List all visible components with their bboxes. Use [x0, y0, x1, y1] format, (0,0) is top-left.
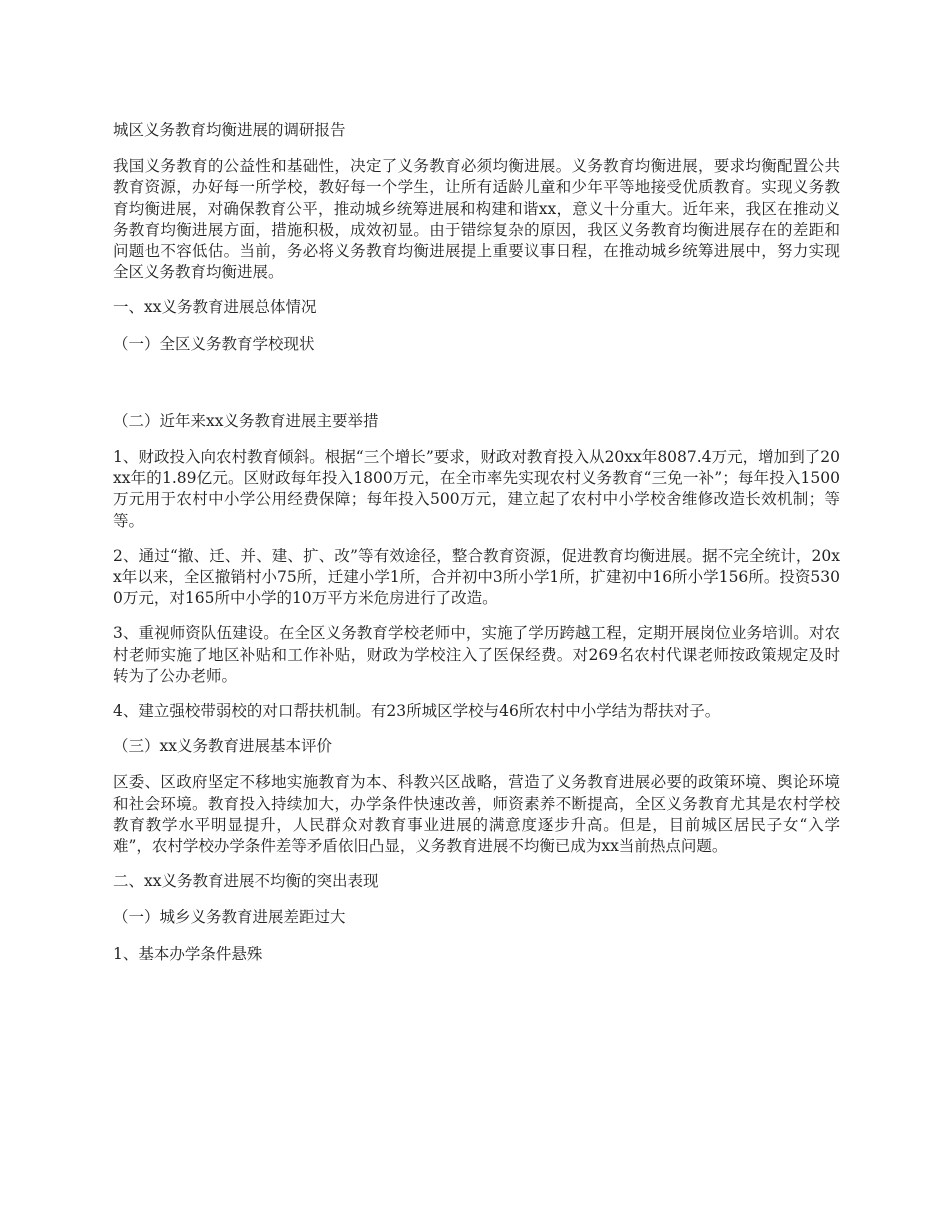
section1-sub3-heading: （三）xx义务教育进展基本评价 [113, 737, 332, 756]
section2-heading: 二、xx义务教育进展不均衡的突出表现 [113, 872, 379, 891]
measure-item-4: 4、建立强校带弱校的对口帮扶机制。有23所城区学校与46所农村中小学结为帮扶对子。 [113, 702, 721, 721]
measure-item-1: 1、财政投入向农村教育倾斜。根据“三个增长”要求，财政对教育投入从20xx年8087.4万元，增加到了20xx年的1.89亿元。区财政每年投入1800万元，在全市率先实现农村义务教育“三免一补”；每年投入1500万元用于农村中小学公用经费保障；每年投入500万元，建立起了农村中小学校舍维修改造长效机制；等等。 [113, 448, 840, 530]
section2-item-1: 1、基本办学条件悬殊 [113, 944, 263, 963]
blank-space [113, 370, 840, 411]
measure-item-2: 2、通过“撤、迁、并、建、扩、改”等有效途径，整合教育资源，促进教育均衡进展。据不完全统计，20xx年以来，全区撤销村小75所，迁建小学1所，合并初中3所小学1所，扩建初中16所小学156所。投资5300万元，对165所中小学的10万平方米危房进行了改造。 [113, 546, 840, 608]
measure-item-3: 3、重视师资队伍建设。在全区义务教育学校老师中，实施了学历跨越工程，定期开展岗位业务培训。对农村老师实施了地区补贴和工作补贴，财政为学校注入了医保经费。对269名农村代课老师按政策规定及时转为了公办老师。 [113, 624, 840, 685]
section1-heading: 一、xx义务教育进展总体情况 [113, 298, 317, 317]
section2-sub1-heading: （一）城乡义务教育进展差距过大 [113, 908, 346, 927]
document-title: 城区义务教育均衡进展的调研报告 [113, 121, 346, 139]
evaluation-paragraph: 区委、区政府坚定不移地实施教育为本、科教兴区战略，营造了义务教育进展必要的政策环境、舆论环境和社会环境。教育投入持续加大，办学条件快速改善，师资素养不断提高，全区义务教育尤其是农村学校教育教学水平明显提升，人民群众对教育事业进展的满意度逐步升高。但是，目前城区居民子女“入学难”，农村学校办学条件差等矛盾依旧凸显，义务教育进展不均衡已成为xx当前热点问题。 [113, 773, 840, 856]
intro-paragraph: 我国义务教育的公益性和基础性，决定了义务教育必须均衡进展。义务教育均衡进展，要求均衡配置公共教育资源，办好每一所学校，教好每一个学生，让所有适龄儿童和少年平等地接受优质教育。实现义务教育均衡进展，对确保教育公平，推动城乡统筹进展和构建和谐xx，意义十分重大。近年来，我区在推动义务教育均衡进展方面，措施积极，成效初显。由于错综复杂的原因，我区义务教育均衡进展存在的差距和问题也不容低估。当前，务必将义务教育均衡进展提上重要议事日程，在推动城乡统筹进展中，努力实现全区义务教育均衡进展。 [113, 157, 840, 282]
document-page [113, 120, 840, 979]
section1-sub2-heading: （二）近年来xx义务教育进展主要举措 [113, 411, 379, 430]
section1-sub1-heading: （一）全区义务教育学校现状 [113, 334, 315, 353]
